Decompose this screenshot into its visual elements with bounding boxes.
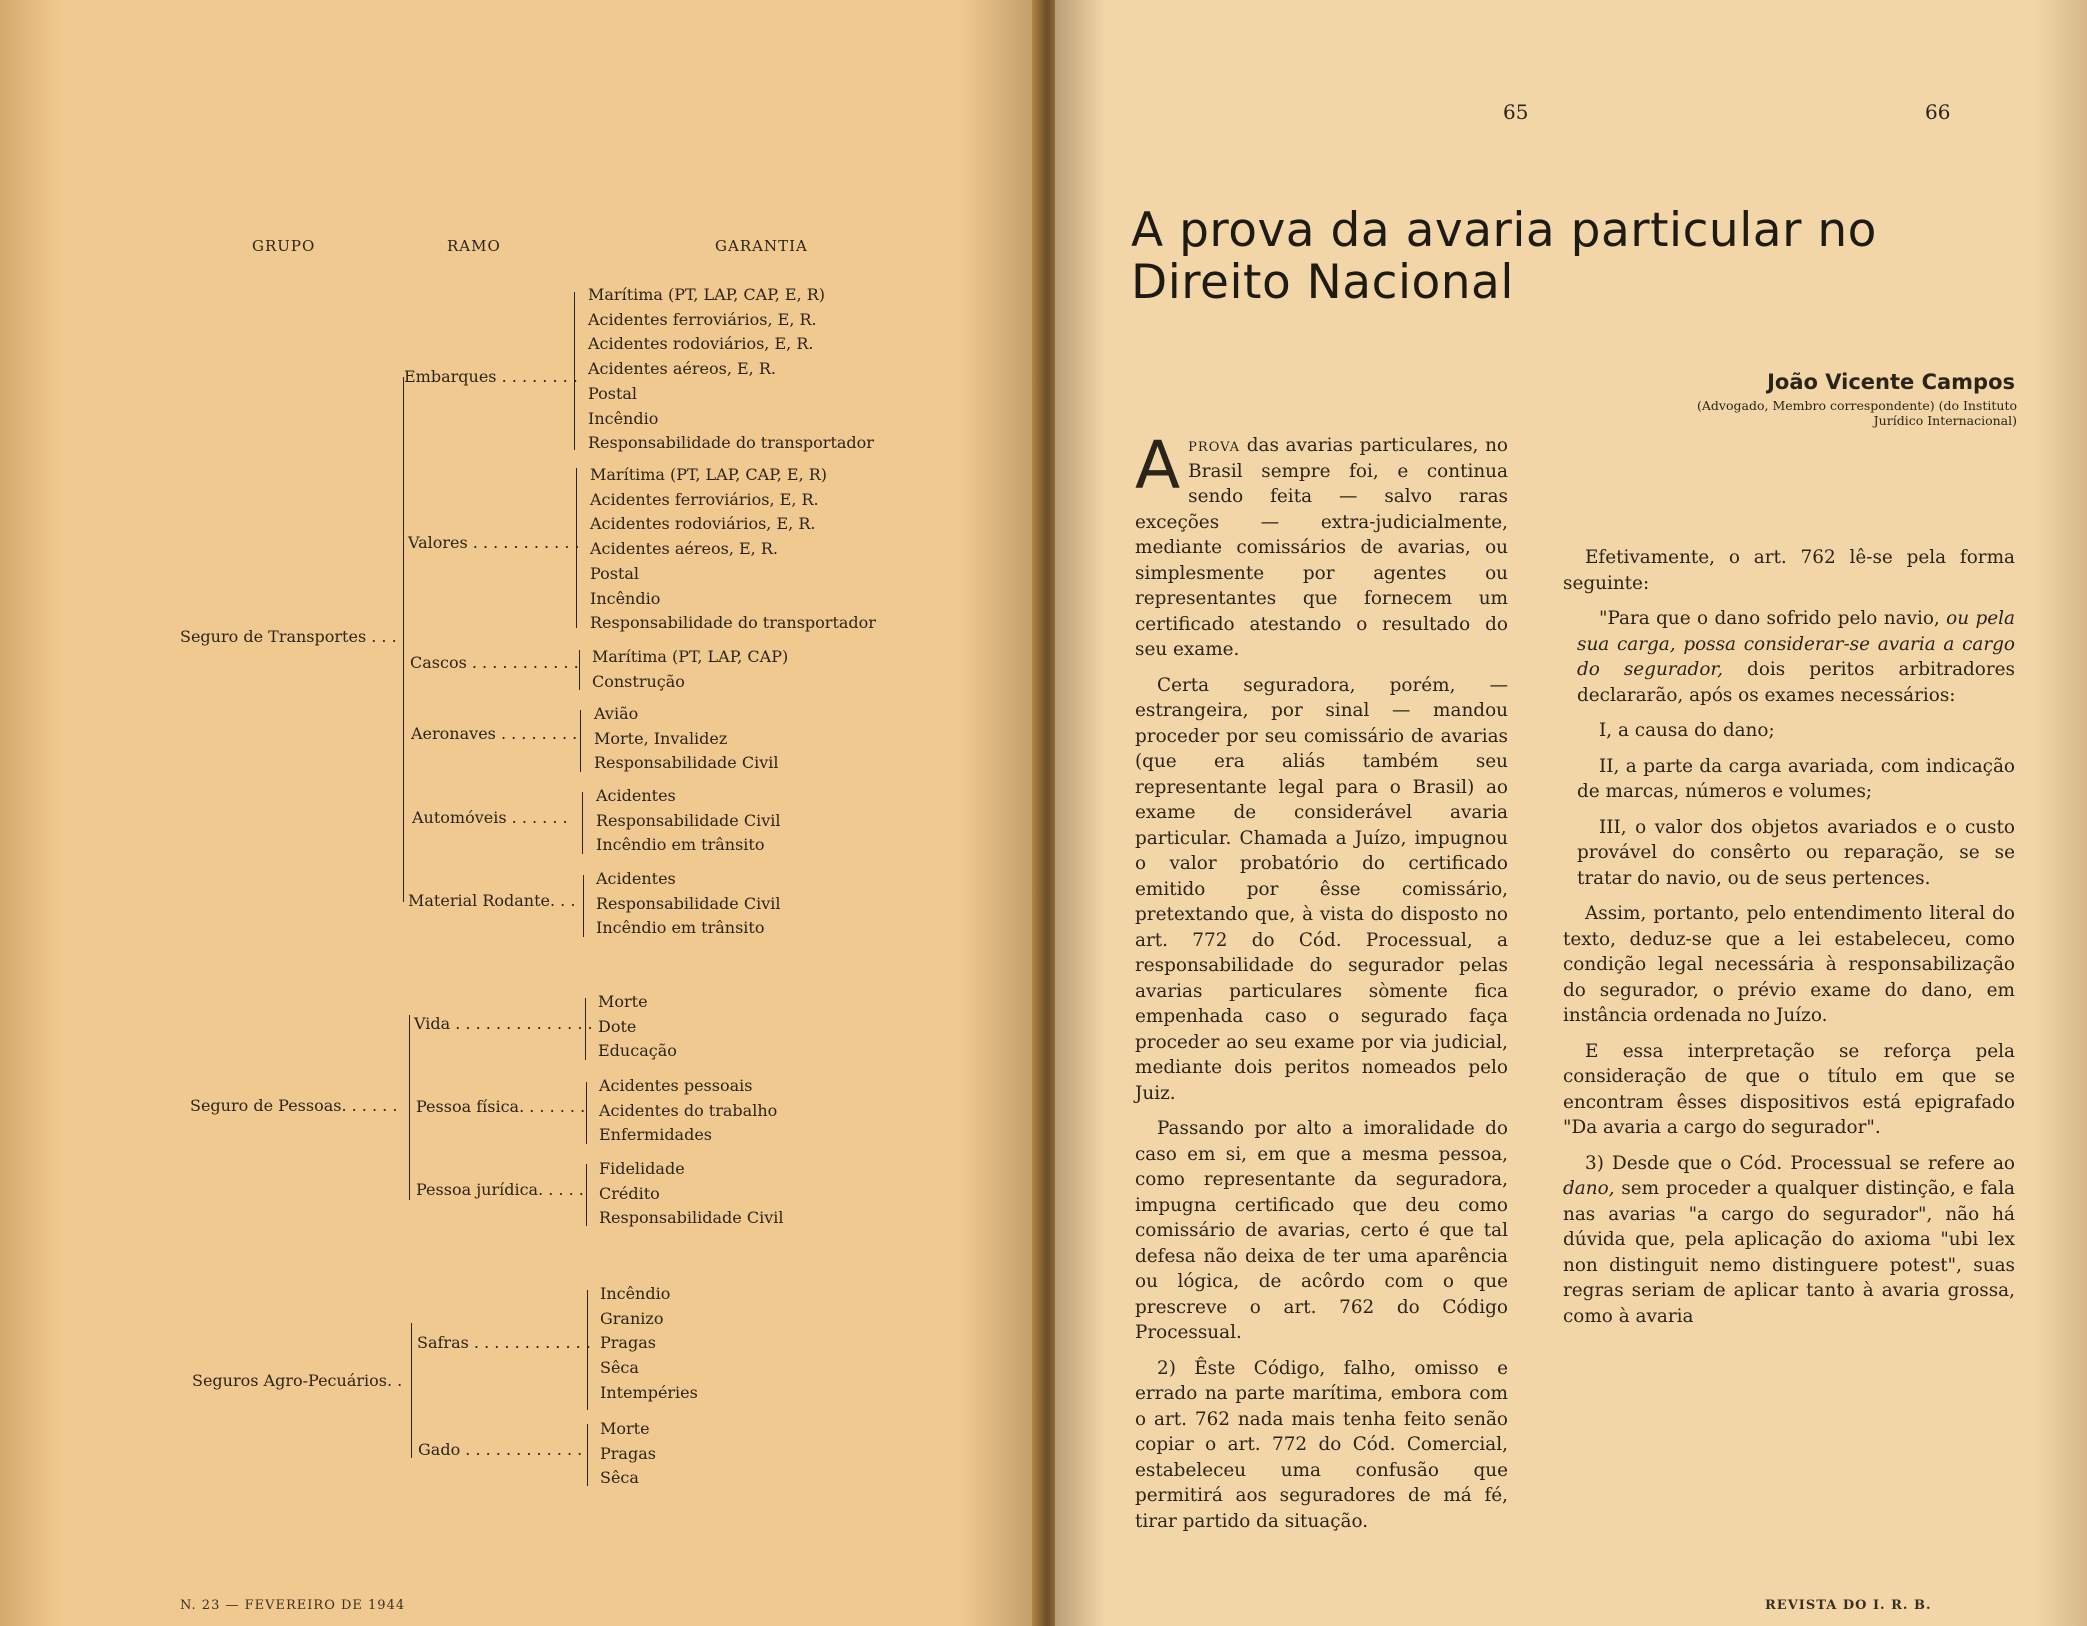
text-column-right <box>1563 545 2015 1339</box>
garantia-item: Acidentes ferroviários, E, R. <box>588 309 817 329</box>
garantias-automoveis <box>596 784 780 858</box>
garantias-material-rodante <box>596 867 780 941</box>
ramo-automoveis: Automóveis . . . . . . <box>412 808 568 827</box>
garantia-item: Postal <box>590 563 640 583</box>
garantia-item: Pragas <box>600 1333 656 1353</box>
garantia-item: Acidentes rodoviários, E, R. <box>588 334 814 354</box>
group-agro: Seguros Agro-Pecuários. . <box>192 1371 403 1390</box>
quote-emphasis: ou pela sua carga, possa considerar-se avaria a cargo do segurador, <box>1577 608 2015 680</box>
garantia-item: Granizo <box>600 1308 664 1328</box>
ramo-vida: Vida . . . . . . . . . . . . . . <box>414 1014 593 1033</box>
quote-paragraph: III, o valor dos objetos avariados e o custo provável do consêrto ou reparação, se se tratar do navio, ou de seus pertences. <box>1577 816 2015 889</box>
author-affiliation: (Advogado, Membro correspondente) (do Instituto Jurídico Internacional) <box>1697 398 2017 428</box>
brace <box>582 792 583 854</box>
garantia-item: Responsabilidade do transportador <box>588 433 874 453</box>
garantias-aeronaves <box>594 702 778 776</box>
garantias-pessoa-juridica <box>599 1157 783 1231</box>
garantia-item: Responsabilidade Civil <box>596 893 781 913</box>
garantia-item: Avião <box>594 704 639 723</box>
garantia-item: Incêndio em trânsito <box>596 835 765 855</box>
brace <box>586 1164 587 1226</box>
group-brace <box>403 377 404 902</box>
ramo-aeronaves: Aeronaves . . . . . . . . <box>411 724 578 743</box>
page-number-66: 66 <box>1925 100 1951 124</box>
garantia-item: Acidentes pessoais <box>599 1076 753 1095</box>
text-column-left <box>1135 427 1508 1544</box>
garantia-item: Acidentes <box>596 786 676 805</box>
ramo-safras: Safras . . . . . . . . . . . . <box>417 1333 591 1352</box>
brace <box>576 468 577 628</box>
garantia-item: Sêca <box>600 1468 639 1488</box>
garantia-item: Morte, Invalidez <box>594 728 728 748</box>
garantia-item: Educação <box>598 1041 677 1061</box>
ramo-pessoa-juridica: Pessoa jurídica. . . . . <box>416 1180 584 1199</box>
garantia-item: Marítima (PT, LAP, CAP) <box>592 647 789 666</box>
paragraph: Efetivamente, o art. 762 lê-se pela forma seguinte: <box>1563 547 2015 594</box>
garantia-item: Incêndio <box>600 1284 671 1303</box>
garantias-valores <box>590 463 876 636</box>
garantia-item: Acidentes rodoviários, E, R. <box>590 514 816 534</box>
brace <box>580 710 581 772</box>
quote-paragraph <box>1577 606 2015 708</box>
right-page <box>1055 0 2087 1626</box>
paragraph: Certa seguradora, porém, — estrangeira, por sinal — mandou proceder por seu comissário de avarias (que era aliás também seu representante legal para o Brasil) ao exame de considerável avaria particular. Chamada a Juízo, impugnou o valor probatório do certificado emitido por êsse comissário, pretextando que, à vista do disposto no art. 772 do Cód. Processual, a responsabilidade do segurador pelas avarias particulares sòmente fica empenhada caso o segurado faça proceder ao seu exame por via judicial, mediante dois peritos nomeados pelo Juiz. <box>1135 674 1508 1104</box>
ramo-gado: Gado . . . . . . . . . . . . <box>418 1440 583 1459</box>
garantias-cascos <box>592 645 788 694</box>
paragraph: 2) Êste Código, falho, omisso e errado na parte marítima, embora com o art. 762 nada mais tenha feito senão copiar o art. 772 do Cód. Comercial, estabeleceu uma confusão que permitirá aos seguradores de má fé, tirar partido da situação. <box>1135 1357 1508 1532</box>
ramo-material-rodante: Material Rodante. . . <box>408 891 576 910</box>
group-transportes: Seguro de Transportes . . . <box>180 627 397 646</box>
header-garantia: GARANTIA <box>715 237 808 255</box>
garantias-safras <box>600 1282 698 1406</box>
paragraph-lead: prova <box>1188 435 1241 456</box>
garantia-item: Incêndio em trânsito <box>596 918 765 938</box>
paragraph-text: 3) Desde que o Cód. Processual se refere ao <box>1585 1152 2015 1174</box>
left-footer: N. 23 — FEVEREIRO DE 1944 <box>180 1598 406 1613</box>
garantia-item: Acidentes do trabalho <box>599 1100 778 1120</box>
garantias-vida <box>598 990 677 1064</box>
paragraph: Assim, portanto, pelo entendimento literal do texto, deduz-se que a lei estabeleceu, como condição legal necessária à responsabilização do segurador, o prévio exame do dano, em instância ordenada no Juízo. <box>1563 903 2015 1026</box>
quote-paragraph: I, a causa do dano; <box>1599 720 1775 741</box>
garantia-item: Construção <box>592 671 685 691</box>
garantia-item: Responsabilidade Civil <box>594 753 779 773</box>
garantia-item: Morte <box>600 1419 650 1438</box>
garantia-item: Fidelidade <box>599 1159 685 1178</box>
garantia-item: Responsabilidade do transportador <box>590 613 876 633</box>
quote-text: "Para que o dano sofrido pelo navio, <box>1599 608 1947 629</box>
article-title: A prova da avaria particular no Direito Nacional <box>1131 203 1877 310</box>
ramo-embarques: Embarques . . . . . . . . <box>404 367 578 386</box>
right-footer: REVISTA DO I. R. B. <box>1765 1598 1932 1613</box>
garantia-item: Acidentes aéreos, E, R. <box>588 359 776 379</box>
garantia-item: Incêndio <box>588 408 659 428</box>
group-brace <box>409 1015 410 1200</box>
paragraph: E essa interpretação se reforça pela consideração de que o título em que se encontram êsses dispositivos está epigrafado "Da avaria a cargo do segurador". <box>1563 1040 2015 1138</box>
brace <box>585 998 586 1060</box>
group-brace <box>411 1323 412 1458</box>
paragraph-text: sem proceder a qualquer distinção, e fala nas avarias "a cargo do segurador", não há dúvida que, pela aplicação do axioma "ubi lex non distinguit nemo distinguere potest", suas regras seriam de aplicar tanto à avaria grossa, como à avaria <box>1563 1178 2015 1327</box>
garantia-item: Responsabilidade Civil <box>596 810 781 830</box>
garantia-item: Postal <box>588 383 638 403</box>
brace <box>586 1082 587 1144</box>
ramo-pessoa-fisica: Pessoa física. . . . . . . <box>416 1097 586 1116</box>
garantia-item: Responsabilidade Civil <box>599 1208 784 1228</box>
garantia-item: Acidentes <box>596 869 676 888</box>
ramo-cascos: Cascos . . . . . . . . . . . <box>410 653 579 672</box>
garantia-item: Incêndio <box>590 588 661 608</box>
paragraph <box>1135 427 1508 663</box>
paragraph-emphasis: dano, <box>1563 1178 1615 1199</box>
page-number-65: 65 <box>1503 100 1529 124</box>
author-name: João Vicente Campos <box>1767 370 2015 394</box>
garantia-item: Pragas <box>600 1443 656 1463</box>
header-grupo: GRUPO <box>252 237 316 255</box>
garantias-gado <box>600 1417 656 1491</box>
ramo-valores: Valores . . . . . . . . . . . <box>408 533 580 552</box>
paragraph-text: das avarias particulares, no Brasil sempre foi, e continua sendo feita — salvo raras exceções — extra-judicialmente, mediante comissários de avarias, ou simplesmente por agentes ou representantes que fornecem um certificado atestando o resultado do seu exame. <box>1135 435 1508 660</box>
header-ramo: RAMO <box>447 237 501 255</box>
garantia-item: Acidentes aéreos, E, R. <box>590 539 778 559</box>
quote-text: dois peritos arbitradores declararão, após os exames necessários: <box>1577 659 2015 706</box>
drop-cap: A <box>1135 427 1181 504</box>
brace <box>583 875 584 937</box>
garantias-pessoa-fisica <box>599 1074 777 1148</box>
garantia-item: Enfermidades <box>599 1125 713 1145</box>
paragraph: Passando por alto a imoralidade do caso em si, em que a mesma pessoa, como representante da seguradora, impugna certificado que deu como comissário de avarias, certo é que tal defesa não deixa de ter uma aparência ou lógica, de acôrdo com o que prescreve o art. 762 do Código Processual. <box>1135 1118 1508 1343</box>
garantia-item: Marítima (PT, LAP, CAP, E, R) <box>590 465 828 484</box>
paragraph <box>1563 1151 2015 1330</box>
garantia-item: Morte <box>598 992 648 1011</box>
garantia-item: Crédito <box>599 1183 660 1203</box>
brace <box>579 650 580 690</box>
brace <box>587 1290 588 1410</box>
garantia-item: Sêca <box>600 1358 639 1378</box>
garantia-item: Intempéries <box>600 1382 698 1402</box>
quote-paragraph: II, a parte da carga avariada, com indicação de marcas, números e volumes; <box>1577 755 2015 802</box>
garantia-item: Marítima (PT, LAP, CAP, E, R) <box>588 285 826 304</box>
group-pessoas: Seguro de Pessoas. . . . . . <box>190 1096 398 1115</box>
brace <box>574 292 575 450</box>
garantias-embarques <box>588 283 874 456</box>
brace <box>587 1424 588 1486</box>
garantia-item: Dote <box>598 1016 637 1036</box>
garantia-item: Acidentes ferroviários, E, R. <box>590 489 819 509</box>
